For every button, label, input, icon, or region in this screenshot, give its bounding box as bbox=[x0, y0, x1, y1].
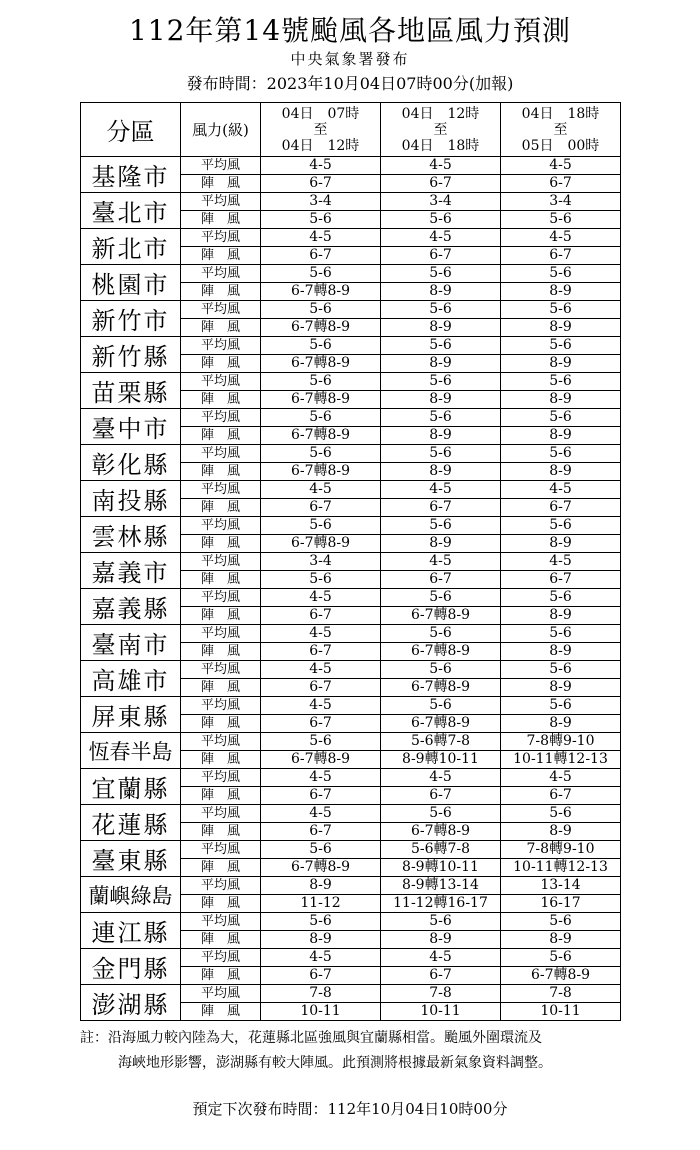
table-row bbox=[81, 301, 621, 319]
avg-wind-value: 5-6 bbox=[261, 841, 381, 859]
avg-wind-label: 平均風 bbox=[181, 985, 261, 1003]
avg-wind-value: 5-6 bbox=[501, 301, 621, 319]
gust-value: 6-7 bbox=[501, 175, 621, 193]
avg-wind-value: 3-4 bbox=[501, 193, 621, 211]
avg-wind-value: 4-5 bbox=[501, 769, 621, 787]
avg-wind-value: 4-5 bbox=[261, 157, 381, 175]
period-to: 04日 18時 bbox=[401, 137, 480, 154]
gust-value: 6-7轉8-9 bbox=[261, 427, 381, 445]
gust-value: 8-9 bbox=[381, 463, 501, 481]
avg-wind-value: 4-5 bbox=[501, 481, 621, 499]
gust-value: 5-6 bbox=[501, 211, 621, 229]
avg-wind-value: 5-6 bbox=[501, 517, 621, 535]
avg-wind-value: 4-5 bbox=[261, 949, 381, 967]
gust-value: 8-9 bbox=[501, 319, 621, 337]
gust-label: 陣 風 bbox=[181, 175, 261, 193]
gust-value: 8-9轉10-11 bbox=[381, 859, 501, 877]
region-name: 花蓮縣 bbox=[81, 805, 181, 841]
gust-label: 陣 風 bbox=[181, 751, 261, 769]
gust-value: 8-9 bbox=[261, 931, 381, 949]
gust-value: 6-7 bbox=[381, 175, 501, 193]
gust-value: 6-7轉8-9 bbox=[261, 463, 381, 481]
gust-value: 8-9 bbox=[501, 391, 621, 409]
gust-value: 8-9 bbox=[501, 463, 621, 481]
period-header-2 bbox=[381, 103, 501, 157]
gust-value: 6-7轉8-9 bbox=[381, 679, 501, 697]
avg-wind-value: 5-6 bbox=[381, 517, 501, 535]
region-name: 高雄市 bbox=[81, 661, 181, 697]
gust-value: 8-9 bbox=[501, 535, 621, 553]
gust-value: 6-7轉8-9 bbox=[261, 751, 381, 769]
gust-label: 陣 風 bbox=[181, 571, 261, 589]
avg-wind-label: 平均風 bbox=[181, 409, 261, 427]
avg-wind-value: 4-5 bbox=[381, 553, 501, 571]
table-row bbox=[81, 193, 621, 211]
gust-value: 6-7 bbox=[501, 787, 621, 805]
avg-wind-value: 5-6 bbox=[381, 589, 501, 607]
avg-wind-value: 7-8 bbox=[381, 985, 501, 1003]
avg-wind-label: 平均風 bbox=[181, 481, 261, 499]
avg-wind-value: 5-6 bbox=[381, 913, 501, 931]
gust-label: 陣 風 bbox=[181, 607, 261, 625]
gust-label: 陣 風 bbox=[181, 211, 261, 229]
region-name: 苗栗縣 bbox=[81, 373, 181, 409]
avg-wind-value: 5-6 bbox=[501, 589, 621, 607]
gust-label: 陣 風 bbox=[181, 355, 261, 373]
avg-wind-value: 5-6轉7-8 bbox=[381, 841, 501, 859]
gust-value: 6-7轉8-9 bbox=[381, 715, 501, 733]
table-row bbox=[81, 553, 621, 571]
avg-wind-value: 4-5 bbox=[261, 481, 381, 499]
table-row bbox=[81, 877, 621, 895]
avg-wind-value: 5-6 bbox=[381, 697, 501, 715]
gust-value: 8-9 bbox=[501, 427, 621, 445]
region-name: 南投縣 bbox=[81, 481, 181, 517]
avg-wind-value: 5-6 bbox=[501, 661, 621, 679]
gust-value: 6-7 bbox=[261, 823, 381, 841]
avg-wind-value: 5-6 bbox=[261, 517, 381, 535]
avg-wind-value: 4-5 bbox=[261, 625, 381, 643]
table-row bbox=[81, 337, 621, 355]
avg-wind-label: 平均風 bbox=[181, 301, 261, 319]
region-name: 基隆市 bbox=[81, 157, 181, 193]
table-row bbox=[81, 733, 621, 751]
gust-value: 8-9 bbox=[381, 391, 501, 409]
avg-wind-label: 平均風 bbox=[181, 913, 261, 931]
gust-value: 8-9 bbox=[381, 283, 501, 301]
table-row bbox=[81, 265, 621, 283]
region-name: 雲林縣 bbox=[81, 517, 181, 553]
gust-value: 8-9 bbox=[501, 823, 621, 841]
region-name: 連江縣 bbox=[81, 913, 181, 949]
region-name: 臺北市 bbox=[81, 193, 181, 229]
avg-wind-value: 5-6 bbox=[261, 409, 381, 427]
table-row bbox=[81, 157, 621, 175]
gust-value: 6-7 bbox=[261, 607, 381, 625]
gust-value: 6-7 bbox=[381, 571, 501, 589]
gust-value: 10-11轉12-13 bbox=[501, 751, 621, 769]
gust-value: 8-9轉10-11 bbox=[381, 751, 501, 769]
avg-wind-value: 4-5 bbox=[381, 949, 501, 967]
table-row bbox=[81, 409, 621, 427]
period-from: 04日 12時 bbox=[401, 105, 480, 122]
avg-wind-value: 5-6 bbox=[501, 805, 621, 823]
avg-wind-label: 平均風 bbox=[181, 193, 261, 211]
gust-value: 11-12 bbox=[261, 895, 381, 913]
gust-value: 5-6 bbox=[381, 211, 501, 229]
avg-wind-value: 5-6 bbox=[261, 445, 381, 463]
table-row bbox=[81, 985, 621, 1003]
gust-value: 8-9 bbox=[381, 319, 501, 337]
gust-value: 5-6 bbox=[261, 571, 381, 589]
avg-wind-value: 5-6 bbox=[381, 265, 501, 283]
gust-value: 11-12轉16-17 bbox=[381, 895, 501, 913]
gust-value: 6-7 bbox=[501, 571, 621, 589]
gust-label: 陣 風 bbox=[181, 895, 261, 913]
avg-wind-value: 5-6 bbox=[381, 805, 501, 823]
avg-wind-label: 平均風 bbox=[181, 229, 261, 247]
table-row bbox=[81, 697, 621, 715]
avg-wind-value: 5-6 bbox=[501, 337, 621, 355]
gust-label: 陣 風 bbox=[181, 283, 261, 301]
avg-wind-value: 5-6 bbox=[261, 265, 381, 283]
avg-wind-label: 平均風 bbox=[181, 553, 261, 571]
avg-wind-value: 5-6 bbox=[261, 301, 381, 319]
gust-value: 8-9 bbox=[501, 679, 621, 697]
gust-label: 陣 風 bbox=[181, 463, 261, 481]
avg-wind-value: 5-6 bbox=[381, 661, 501, 679]
avg-wind-label: 平均風 bbox=[181, 805, 261, 823]
avg-wind-value: 4-5 bbox=[261, 769, 381, 787]
gust-label: 陣 風 bbox=[181, 967, 261, 985]
table-row bbox=[81, 445, 621, 463]
table-row bbox=[81, 589, 621, 607]
avg-wind-value: 7-8 bbox=[501, 985, 621, 1003]
gust-value: 6-7 bbox=[381, 499, 501, 517]
avg-wind-label: 平均風 bbox=[181, 769, 261, 787]
avg-wind-value: 5-6 bbox=[381, 625, 501, 643]
table-row bbox=[81, 229, 621, 247]
avg-wind-value: 13-14 bbox=[501, 877, 621, 895]
gust-value: 6-7 bbox=[381, 787, 501, 805]
region-column-header: 分區 bbox=[81, 103, 181, 157]
period-from: 04日 07時 bbox=[281, 105, 360, 122]
gust-value: 6-7轉8-9 bbox=[261, 391, 381, 409]
gust-label: 陣 風 bbox=[181, 391, 261, 409]
avg-wind-value: 5-6 bbox=[381, 337, 501, 355]
period-to-label: 至 bbox=[433, 121, 448, 138]
period-header-1 bbox=[261, 103, 381, 157]
avg-wind-value: 4-5 bbox=[381, 229, 501, 247]
gust-label: 陣 風 bbox=[181, 1003, 261, 1021]
avg-wind-value: 4-5 bbox=[261, 661, 381, 679]
avg-wind-value: 7-8 bbox=[261, 985, 381, 1003]
avg-wind-value: 5-6 bbox=[381, 445, 501, 463]
avg-wind-label: 平均風 bbox=[181, 841, 261, 859]
avg-wind-label: 平均風 bbox=[181, 337, 261, 355]
page-title: 112年第14號颱風各地區風力預測 bbox=[128, 14, 572, 47]
period-from: 04日 18時 bbox=[521, 105, 600, 122]
table-row bbox=[81, 481, 621, 499]
region-name: 臺東縣 bbox=[81, 841, 181, 877]
gust-value: 6-7轉8-9 bbox=[261, 319, 381, 337]
gust-label: 陣 風 bbox=[181, 247, 261, 265]
gust-label: 陣 風 bbox=[181, 319, 261, 337]
region-name: 宜蘭縣 bbox=[81, 769, 181, 805]
gust-value: 8-9 bbox=[381, 427, 501, 445]
gust-label: 陣 風 bbox=[181, 535, 261, 553]
gust-value: 6-7轉8-9 bbox=[501, 967, 621, 985]
gust-value: 8-9 bbox=[501, 283, 621, 301]
gust-label: 陣 風 bbox=[181, 823, 261, 841]
gust-value: 6-7 bbox=[261, 715, 381, 733]
table-row bbox=[81, 625, 621, 643]
avg-wind-value: 4-5 bbox=[261, 589, 381, 607]
region-name: 蘭嶼綠島 bbox=[81, 877, 181, 913]
avg-wind-label: 平均風 bbox=[181, 877, 261, 895]
gust-value: 6-7轉8-9 bbox=[381, 607, 501, 625]
avg-wind-value: 4-5 bbox=[501, 157, 621, 175]
gust-value: 6-7 bbox=[261, 499, 381, 517]
region-name: 澎湖縣 bbox=[81, 985, 181, 1021]
avg-wind-label: 平均風 bbox=[181, 949, 261, 967]
footnote-line-2: 海峽地形影響，澎湖縣有較大陣風。此預測將根據最新氣象資料調整。 bbox=[118, 1055, 552, 1071]
gust-value: 6-7轉8-9 bbox=[261, 355, 381, 373]
region-name: 新北市 bbox=[81, 229, 181, 265]
gust-value: 6-7 bbox=[261, 967, 381, 985]
avg-wind-label: 平均風 bbox=[181, 157, 261, 175]
avg-wind-label: 平均風 bbox=[181, 661, 261, 679]
gust-label: 陣 風 bbox=[181, 931, 261, 949]
footnote-line-1: 註：沿海風力較內陸為大，花蓮縣北區強風與宜蘭縣相當。颱風外圍環流及 bbox=[80, 1030, 542, 1046]
footnote bbox=[80, 1026, 690, 1076]
avg-wind-label: 平均風 bbox=[181, 733, 261, 751]
avg-wind-value: 5-6 bbox=[261, 373, 381, 391]
avg-wind-value: 7-8轉9-10 bbox=[501, 841, 621, 859]
avg-wind-value: 5-6 bbox=[501, 409, 621, 427]
region-name: 嘉義市 bbox=[81, 553, 181, 589]
gust-label: 陣 風 bbox=[181, 859, 261, 877]
issued-time: 發布時間：2023年10月04日07時00分(加報) bbox=[186, 74, 514, 93]
avg-wind-value: 5-6 bbox=[501, 697, 621, 715]
avg-wind-label: 平均風 bbox=[181, 625, 261, 643]
gust-value: 8-9 bbox=[381, 931, 501, 949]
table-row bbox=[81, 517, 621, 535]
avg-wind-label: 平均風 bbox=[181, 373, 261, 391]
gust-value: 16-17 bbox=[501, 895, 621, 913]
table-row bbox=[81, 841, 621, 859]
gust-label: 陣 風 bbox=[181, 643, 261, 661]
gust-value: 6-7 bbox=[501, 499, 621, 517]
gust-value: 10-11轉12-13 bbox=[501, 859, 621, 877]
avg-wind-value: 4-5 bbox=[501, 229, 621, 247]
period-to: 05日 00時 bbox=[521, 137, 600, 154]
gust-label: 陣 風 bbox=[181, 715, 261, 733]
avg-wind-value: 4-5 bbox=[261, 229, 381, 247]
avg-wind-value: 4-5 bbox=[381, 157, 501, 175]
table-row bbox=[81, 913, 621, 931]
gust-label: 陣 風 bbox=[181, 679, 261, 697]
avg-wind-value: 3-4 bbox=[261, 193, 381, 211]
gust-value: 6-7 bbox=[381, 247, 501, 265]
gust-value: 6-7 bbox=[261, 787, 381, 805]
avg-wind-value: 5-6 bbox=[501, 913, 621, 931]
gust-value: 6-7轉8-9 bbox=[381, 643, 501, 661]
level-column-header: 風力(級) bbox=[181, 103, 261, 157]
gust-value: 8-9 bbox=[501, 355, 621, 373]
table-row bbox=[81, 661, 621, 679]
period-to-label: 至 bbox=[553, 121, 568, 138]
region-name: 臺南市 bbox=[81, 625, 181, 661]
table-row bbox=[81, 949, 621, 967]
table-header-row bbox=[81, 103, 621, 157]
avg-wind-value: 3-4 bbox=[261, 553, 381, 571]
region-name: 彰化縣 bbox=[81, 445, 181, 481]
region-name: 新竹市 bbox=[81, 301, 181, 337]
gust-value: 8-9 bbox=[501, 931, 621, 949]
avg-wind-label: 平均風 bbox=[181, 517, 261, 535]
avg-wind-value: 5-6 bbox=[501, 625, 621, 643]
avg-wind-value: 5-6 bbox=[501, 445, 621, 463]
gust-value: 6-7轉8-9 bbox=[261, 283, 381, 301]
avg-wind-value: 5-6 bbox=[261, 733, 381, 751]
gust-value: 8-9 bbox=[501, 643, 621, 661]
wind-forecast-table bbox=[80, 102, 621, 1021]
avg-wind-label: 平均風 bbox=[181, 697, 261, 715]
avg-wind-value: 7-8轉9-10 bbox=[501, 733, 621, 751]
period-to-label: 至 bbox=[313, 121, 328, 138]
table-row bbox=[81, 769, 621, 787]
region-name: 金門縣 bbox=[81, 949, 181, 985]
avg-wind-value: 4-5 bbox=[381, 769, 501, 787]
table-body bbox=[81, 157, 621, 1021]
avg-wind-value: 4-5 bbox=[381, 481, 501, 499]
issuer: 中央氣象署發布 bbox=[290, 50, 410, 68]
avg-wind-value: 5-6轉7-8 bbox=[381, 733, 501, 751]
period-to: 04日 12時 bbox=[281, 137, 360, 154]
gust-value: 10-11 bbox=[501, 1003, 621, 1021]
gust-label: 陣 風 bbox=[181, 427, 261, 445]
avg-wind-value: 4-5 bbox=[261, 697, 381, 715]
avg-wind-value: 8-9轉13-14 bbox=[381, 877, 501, 895]
gust-value: 8-9 bbox=[501, 607, 621, 625]
gust-value: 6-7轉8-9 bbox=[261, 859, 381, 877]
next-issue-time: 預定下次發布時間：112年10月04日10時00分 bbox=[192, 1100, 508, 1118]
gust-value: 8-9 bbox=[381, 355, 501, 373]
region-name: 嘉義縣 bbox=[81, 589, 181, 625]
avg-wind-value: 3-4 bbox=[381, 193, 501, 211]
region-name: 屏東縣 bbox=[81, 697, 181, 733]
avg-wind-value: 5-6 bbox=[501, 265, 621, 283]
gust-label: 陣 風 bbox=[181, 787, 261, 805]
gust-value: 6-7 bbox=[261, 643, 381, 661]
avg-wind-label: 平均風 bbox=[181, 265, 261, 283]
gust-value: 6-7 bbox=[261, 679, 381, 697]
table-row bbox=[81, 373, 621, 391]
gust-label: 陣 風 bbox=[181, 499, 261, 517]
avg-wind-label: 平均風 bbox=[181, 445, 261, 463]
gust-value: 8-9 bbox=[501, 715, 621, 733]
avg-wind-value: 5-6 bbox=[261, 337, 381, 355]
avg-wind-value: 5-6 bbox=[501, 949, 621, 967]
avg-wind-value: 4-5 bbox=[261, 805, 381, 823]
avg-wind-value: 5-6 bbox=[381, 373, 501, 391]
gust-value: 6-7轉8-9 bbox=[261, 535, 381, 553]
avg-wind-value: 5-6 bbox=[381, 409, 501, 427]
avg-wind-value: 5-6 bbox=[381, 301, 501, 319]
table-row bbox=[81, 805, 621, 823]
period-header-3 bbox=[501, 103, 621, 157]
region-name: 新竹縣 bbox=[81, 337, 181, 373]
region-name: 桃園市 bbox=[81, 265, 181, 301]
gust-value: 6-7 bbox=[501, 247, 621, 265]
gust-value: 6-7 bbox=[261, 247, 381, 265]
gust-value: 6-7 bbox=[381, 967, 501, 985]
region-name: 臺中市 bbox=[81, 409, 181, 445]
avg-wind-value: 5-6 bbox=[501, 373, 621, 391]
avg-wind-value: 4-5 bbox=[501, 553, 621, 571]
gust-value: 10-11 bbox=[381, 1003, 501, 1021]
avg-wind-value: 5-6 bbox=[261, 913, 381, 931]
gust-value: 5-6 bbox=[261, 211, 381, 229]
gust-value: 6-7 bbox=[261, 175, 381, 193]
gust-value: 6-7轉8-9 bbox=[381, 823, 501, 841]
gust-value: 8-9 bbox=[381, 535, 501, 553]
avg-wind-label: 平均風 bbox=[181, 589, 261, 607]
gust-value: 10-11 bbox=[261, 1003, 381, 1021]
region-name: 恆春半島 bbox=[81, 733, 181, 769]
avg-wind-value: 8-9 bbox=[261, 877, 381, 895]
